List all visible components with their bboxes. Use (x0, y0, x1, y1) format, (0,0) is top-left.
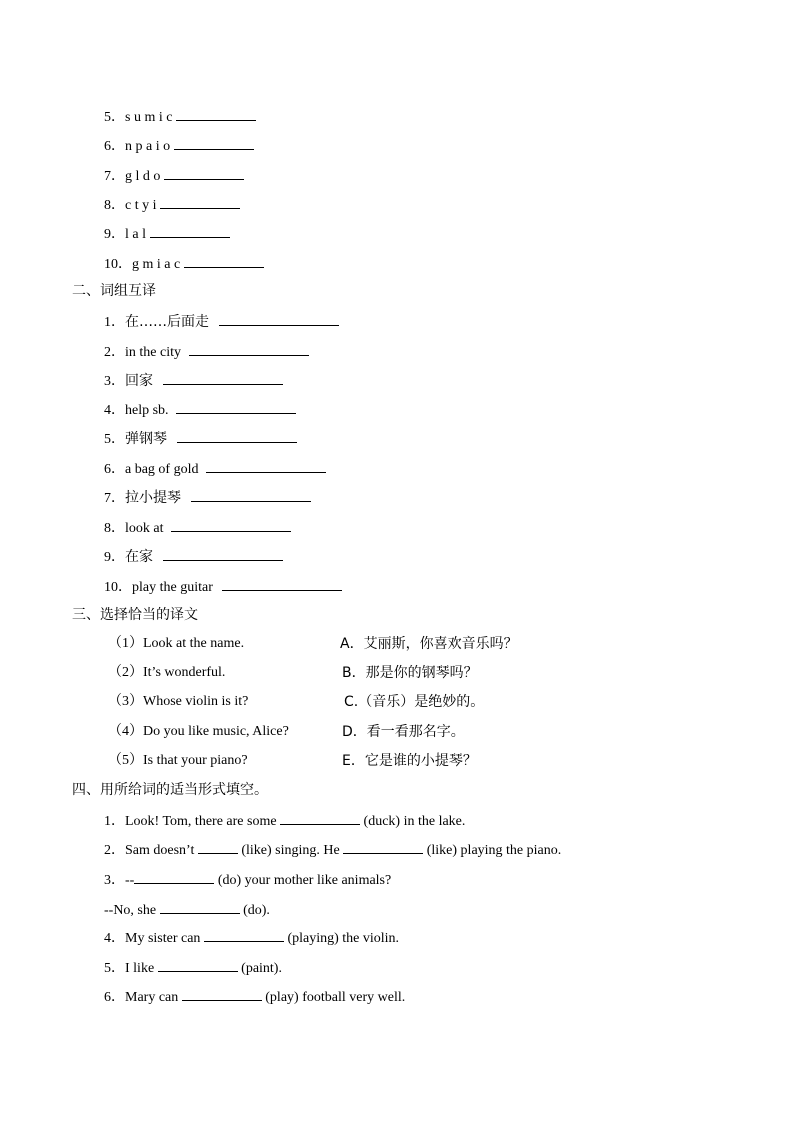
answer-blank[interactable] (191, 487, 311, 502)
answer-blank[interactable] (343, 839, 423, 854)
list-item: 5．I like (paint). (104, 957, 282, 977)
answer-blank[interactable] (206, 458, 326, 473)
answer-blank[interactable] (171, 517, 291, 532)
list-item: 2．Sam doesn’t (like) singing. He (like) playing the piano. (104, 839, 561, 859)
answer-blank[interactable] (280, 810, 360, 825)
list-item: 2．in the city (104, 341, 309, 361)
list-item: 6．n p a i o (104, 135, 254, 155)
answer-blank[interactable] (163, 370, 283, 385)
matching-right-item: A．艾丽斯，你喜欢音乐吗？ (340, 636, 518, 652)
list-item: --No, she (do). (104, 899, 270, 919)
list-item: 7．拉小提琴 (104, 487, 311, 507)
section-heading: 三、选择恰当的译文 (72, 607, 198, 623)
matching-left-item: （1）Look at the name. (108, 636, 245, 651)
answer-blank[interactable] (160, 899, 240, 914)
matching-left-item: （3）Whose violin is it? (108, 694, 249, 709)
answer-blank[interactable] (219, 311, 339, 326)
list-item: 8．c t y i (104, 194, 240, 214)
list-item: 5．弹钢琴 (104, 428, 297, 448)
list-item: 5．s u m i c (104, 106, 256, 126)
list-item: 4．help sb. (104, 399, 296, 419)
list-item: 10．play the guitar (104, 576, 342, 596)
list-item: 6．a bag of gold (104, 458, 326, 478)
answer-blank[interactable] (163, 546, 283, 561)
matching-left-item: （5）Is that your piano? (108, 753, 248, 768)
list-item: 10．g m i a c (104, 253, 264, 273)
list-item: 1．在……后面走 (104, 311, 339, 331)
section-heading: 二、词组互译 (72, 283, 156, 299)
matching-right-item: C.（音乐）是绝妙的。 (344, 694, 485, 710)
section-heading: 四、用所给词的适当形式填空。 (72, 782, 268, 798)
answer-blank[interactable] (184, 253, 264, 268)
answer-blank[interactable] (182, 986, 262, 1001)
list-item: 7．g l d o (104, 165, 244, 185)
matching-right-item: D．看一看那名字。 (342, 724, 465, 740)
matching-left-item: （4）Do you like music, Alice? (108, 724, 289, 739)
list-item: 9．l a l (104, 223, 230, 243)
list-item: 1．Look! Tom, there are some (duck) in the lake. (104, 810, 465, 830)
answer-blank[interactable] (164, 165, 244, 180)
matching-right-item: E．它是谁的小提琴？ (342, 753, 477, 769)
answer-blank[interactable] (204, 927, 284, 942)
matching-right-item: B．那是你的钢琴吗？ (342, 665, 478, 681)
list-item: 4．My sister can (playing) the violin. (104, 927, 399, 947)
answer-blank[interactable] (177, 428, 297, 443)
list-item: 9．在家 (104, 546, 283, 566)
answer-blank[interactable] (198, 839, 238, 854)
answer-blank[interactable] (174, 135, 254, 150)
answer-blank[interactable] (222, 576, 342, 591)
list-item: 3．回家 (104, 370, 283, 390)
answer-blank[interactable] (160, 194, 240, 209)
list-item: 3．-- (do) your mother like animals? (104, 869, 391, 889)
list-item: 6．Mary can (play) football very well. (104, 986, 405, 1006)
answer-blank[interactable] (150, 223, 230, 238)
answer-blank[interactable] (176, 106, 256, 121)
answer-blank[interactable] (158, 957, 238, 972)
answer-blank[interactable] (189, 341, 309, 356)
list-item: 8．look at (104, 517, 291, 537)
matching-left-item: （2）It’s wonderful. (108, 665, 226, 680)
answer-blank[interactable] (134, 869, 214, 884)
answer-blank[interactable] (176, 399, 296, 414)
